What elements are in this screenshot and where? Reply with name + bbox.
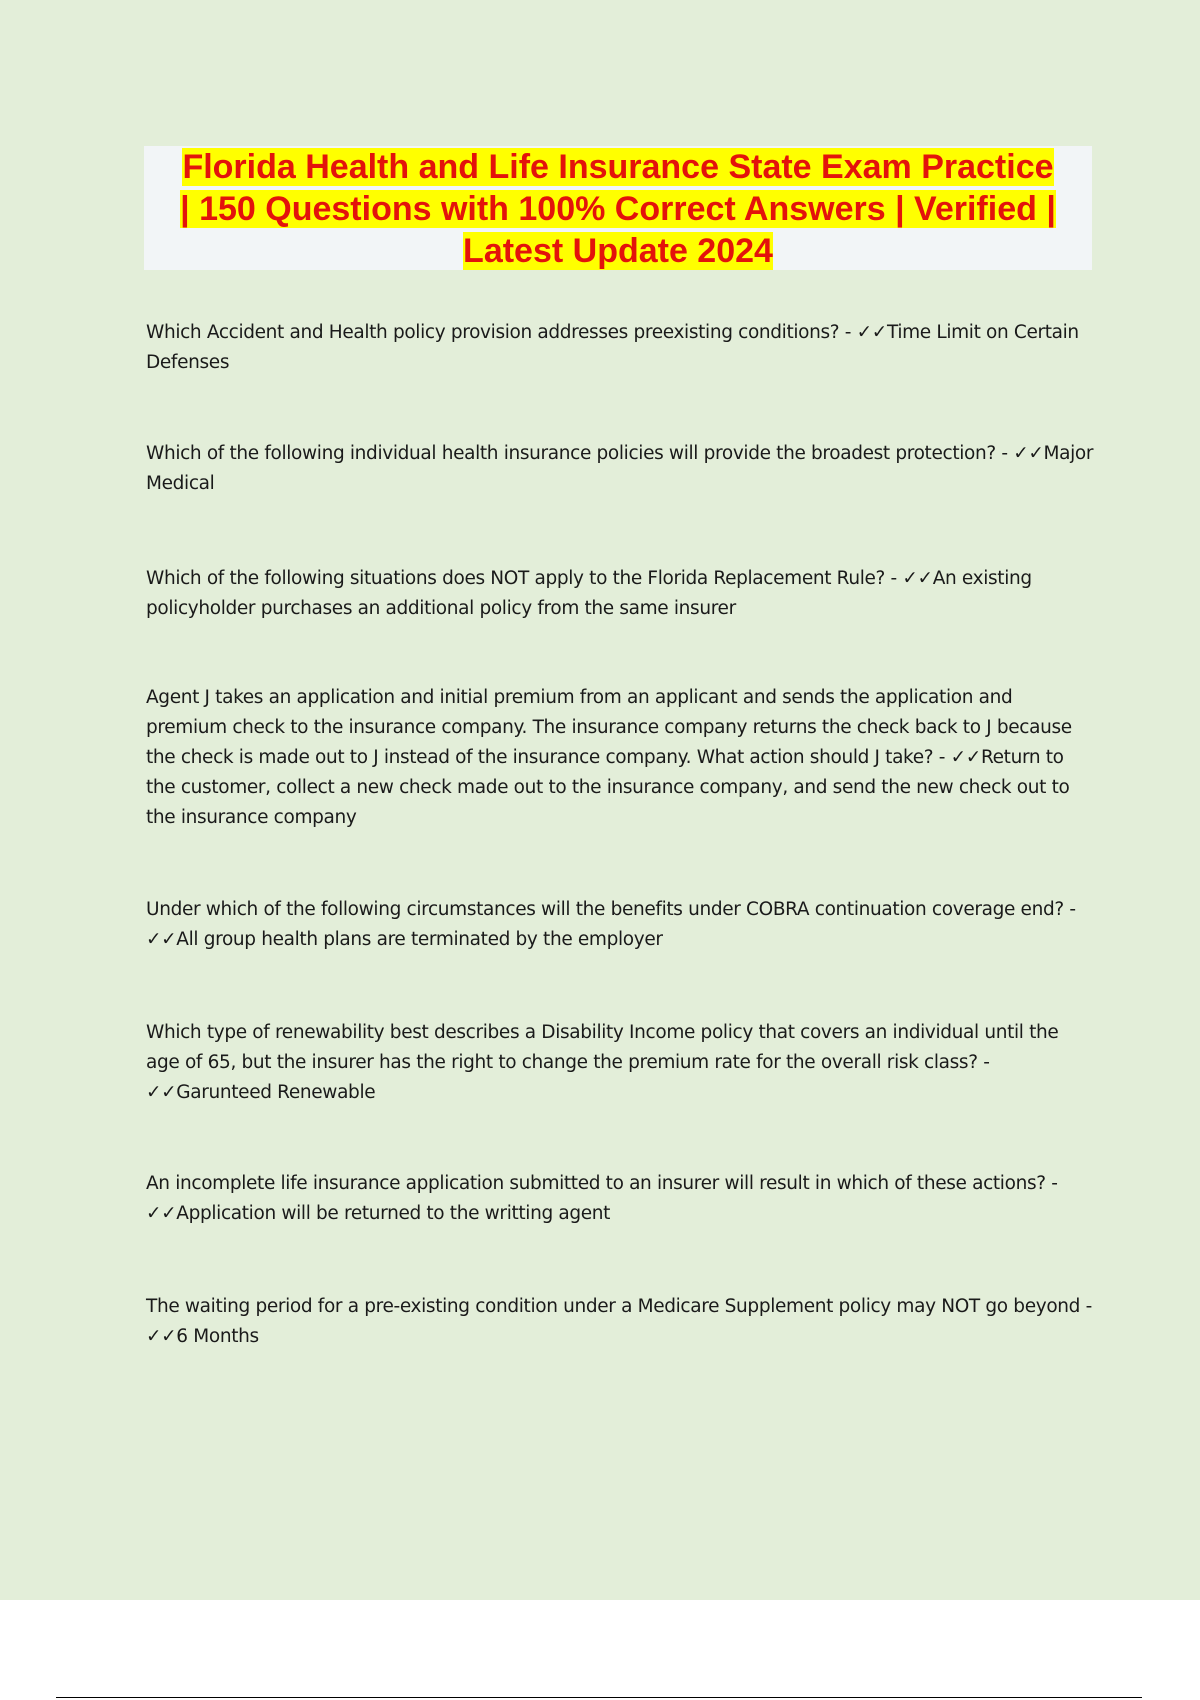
qa-item-3 bbox=[146, 564, 1096, 624]
title-line-3: Latest Update 2024 bbox=[463, 232, 773, 270]
qa-item-5 bbox=[146, 895, 1096, 955]
question-text: Which type of renewability best describes a Disability Income policy that covers an individual until the age of 65, but the insurer has the right to change the premium rate for the overall risk class? - bbox=[146, 1022, 1059, 1073]
answer-text: ✓✓Application will be returned to the writting agent bbox=[146, 1203, 611, 1224]
qa-item-1 bbox=[146, 318, 1096, 378]
question-text: The waiting period for a pre-existing condition under a Medicare Supplement policy may NOT go beyond - bbox=[146, 1296, 1092, 1317]
title-line-2: | 150 Questions with 100% Correct Answers | Verified | bbox=[180, 190, 1056, 228]
title-line-1: Florida Health and Life Insurance State Exam Practice bbox=[182, 148, 1054, 186]
document-title bbox=[144, 146, 1092, 270]
answer-text: ✓✓Time Limit on Certain Defenses bbox=[146, 322, 1079, 373]
question-text: Under which of the following circumstances will the benefits under COBRA continuation coverage end? - bbox=[146, 899, 1076, 920]
answer-text: ✓✓Garunteed Renewable bbox=[146, 1082, 376, 1103]
question-text: Which Accident and Health policy provision addresses preexisting conditions? - bbox=[146, 322, 857, 343]
qa-item-6 bbox=[146, 1018, 1096, 1108]
question-text: An incomplete life insurance application submitted to an insurer will result in which of these actions? - bbox=[146, 1173, 1058, 1194]
answer-text: ✓✓Major Medical bbox=[146, 443, 1094, 494]
answer-text: ✓✓An existing policyholder purchases an additional policy from the same insurer bbox=[146, 568, 1032, 619]
footer-divider bbox=[56, 1697, 1142, 1698]
question-text: Which of the following situations does NOT apply to the Florida Replacement Rule? - bbox=[146, 568, 903, 589]
question-text: Which of the following individual health insurance policies will provide the broadest protection? - bbox=[146, 443, 1014, 464]
qa-item-2 bbox=[146, 439, 1096, 499]
qa-item-7 bbox=[146, 1169, 1096, 1229]
answer-text: ✓✓6 Months bbox=[146, 1326, 259, 1347]
qa-item-8 bbox=[146, 1292, 1096, 1352]
qa-item-4 bbox=[146, 683, 1096, 833]
answer-text: ✓✓Return to the customer, collect a new check made out to the insurance company, and send the new check out to the insurance company bbox=[146, 747, 1070, 828]
answer-text: ✓✓All group health plans are terminated by the employer bbox=[146, 929, 663, 950]
question-text: Agent J takes an application and initial premium from an applicant and sends the application and premium check to the insurance company. The insurance company returns the check back to J because the check is made out to J instead of the insurance company. What action should J take? - bbox=[146, 687, 1072, 768]
